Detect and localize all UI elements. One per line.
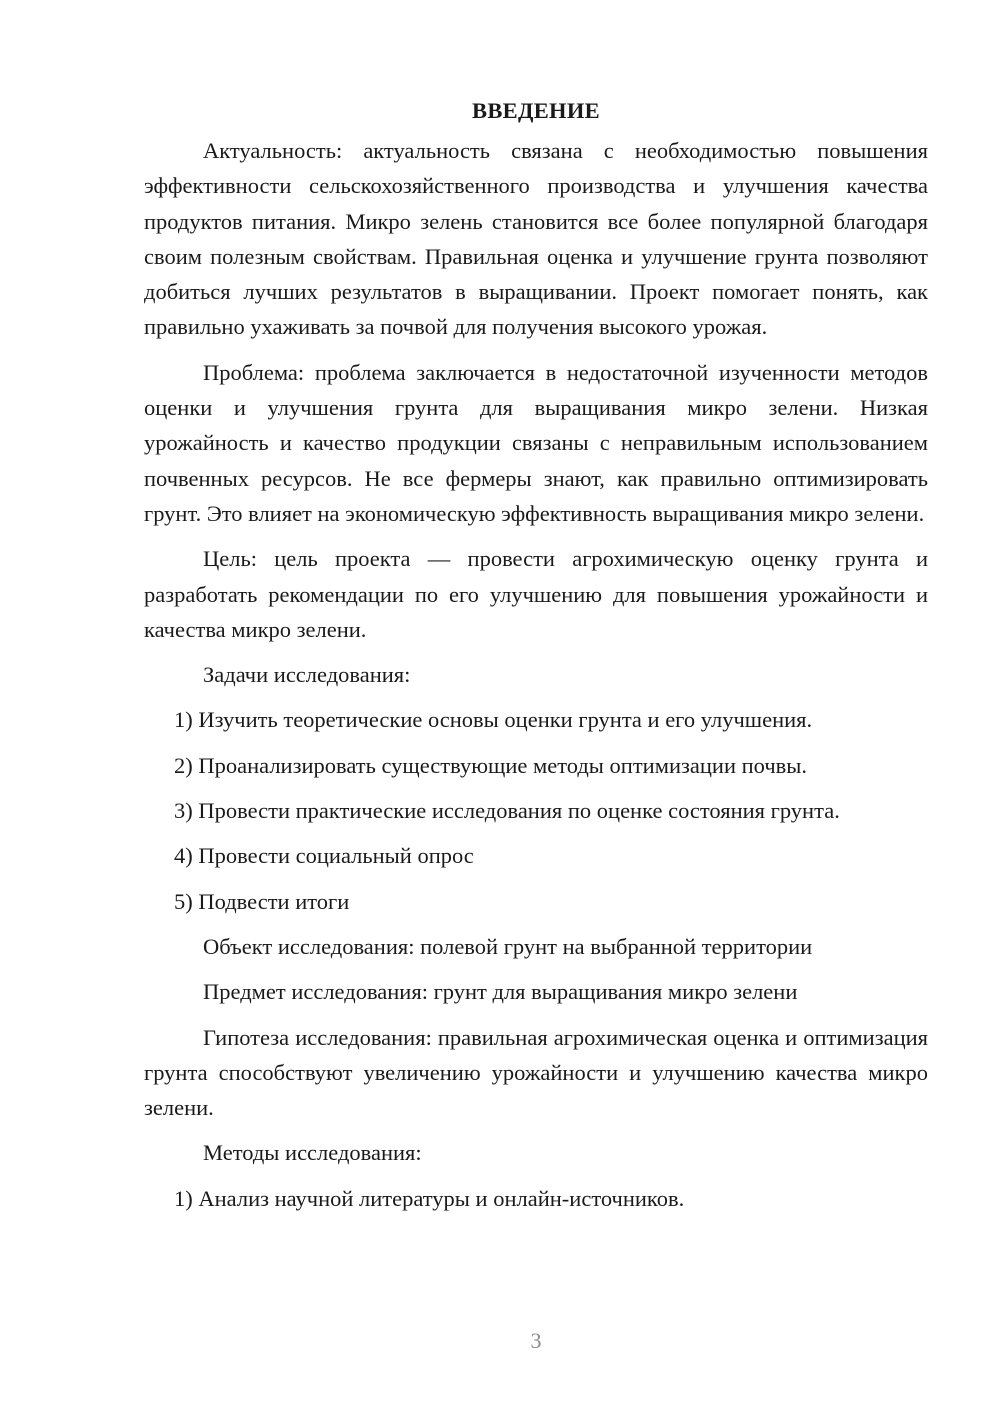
task-item: 5) Подвести итоги bbox=[174, 888, 350, 914]
page-body bbox=[144, 95, 928, 1226]
task-item: 1) Изучить теоретические основы оценки грунта и его улучшения. bbox=[174, 707, 813, 733]
task-item: 2) Проанализировать существующие методы оптимизации почвы. bbox=[174, 752, 808, 778]
methods-title: Методы исследования: bbox=[203, 1140, 422, 1166]
methods-list bbox=[144, 1181, 928, 1216]
tasks-list bbox=[144, 702, 928, 918]
page-number: 3 bbox=[530, 1328, 542, 1353]
section-heading: ВВЕДЕНИЕ bbox=[472, 98, 600, 123]
research-object: Объект исследования: полевой грунт на выбранной территории bbox=[203, 933, 813, 959]
relevance-paragraph: Актуальность: актуальность связана с необходимостью повышения эффективности сельскохозяйственного производства и улучшения качества продуктов питания. Микро зелень становится все более популярной благодаря своим полезным свойствам. Правильная оценка и улучшение грунта позволяют добиться лучших результатов в выращивании. Проект помогает понять, как правильно ухаживать за почвой для получения высокого урожая. bbox=[144, 138, 928, 340]
problem-paragraph: Проблема: проблема заключается в недостаточной изученности методов оценки и улучшения грунта для выращивания микро зелени. Низкая урожайность и качество продукции связаны с неправильным использованием почвенных ресурсов. Не все фермеры знают, как правильно оптимизировать грунт. Это влияет на экономическую эффективность выращивания микро зелени. bbox=[144, 359, 928, 526]
task-item: 3) Провести практические исследования по оценке состояния грунта. bbox=[174, 798, 840, 824]
goal-paragraph: Цель: цель проекта — провести агрохимическую оценку грунта и разработать рекомендации по его улучшению для повышения урожайности и качества микро зелени. bbox=[144, 546, 928, 642]
task-item: 4) Провести социальный опрос bbox=[174, 843, 474, 869]
hypothesis-paragraph: Гипотеза исследования: правильная агрохимическая оценка и оптимизация грунта способствуют увеличению урожайности и улучшению качества микро зелени. bbox=[144, 1024, 928, 1121]
method-item: 1) Анализ научной литературы и онлайн-источников. bbox=[174, 1185, 685, 1211]
tasks-title: Задачи исследования: bbox=[203, 662, 411, 688]
research-subject: Предмет исследования: грунт для выращивания микро зелени bbox=[203, 979, 798, 1005]
